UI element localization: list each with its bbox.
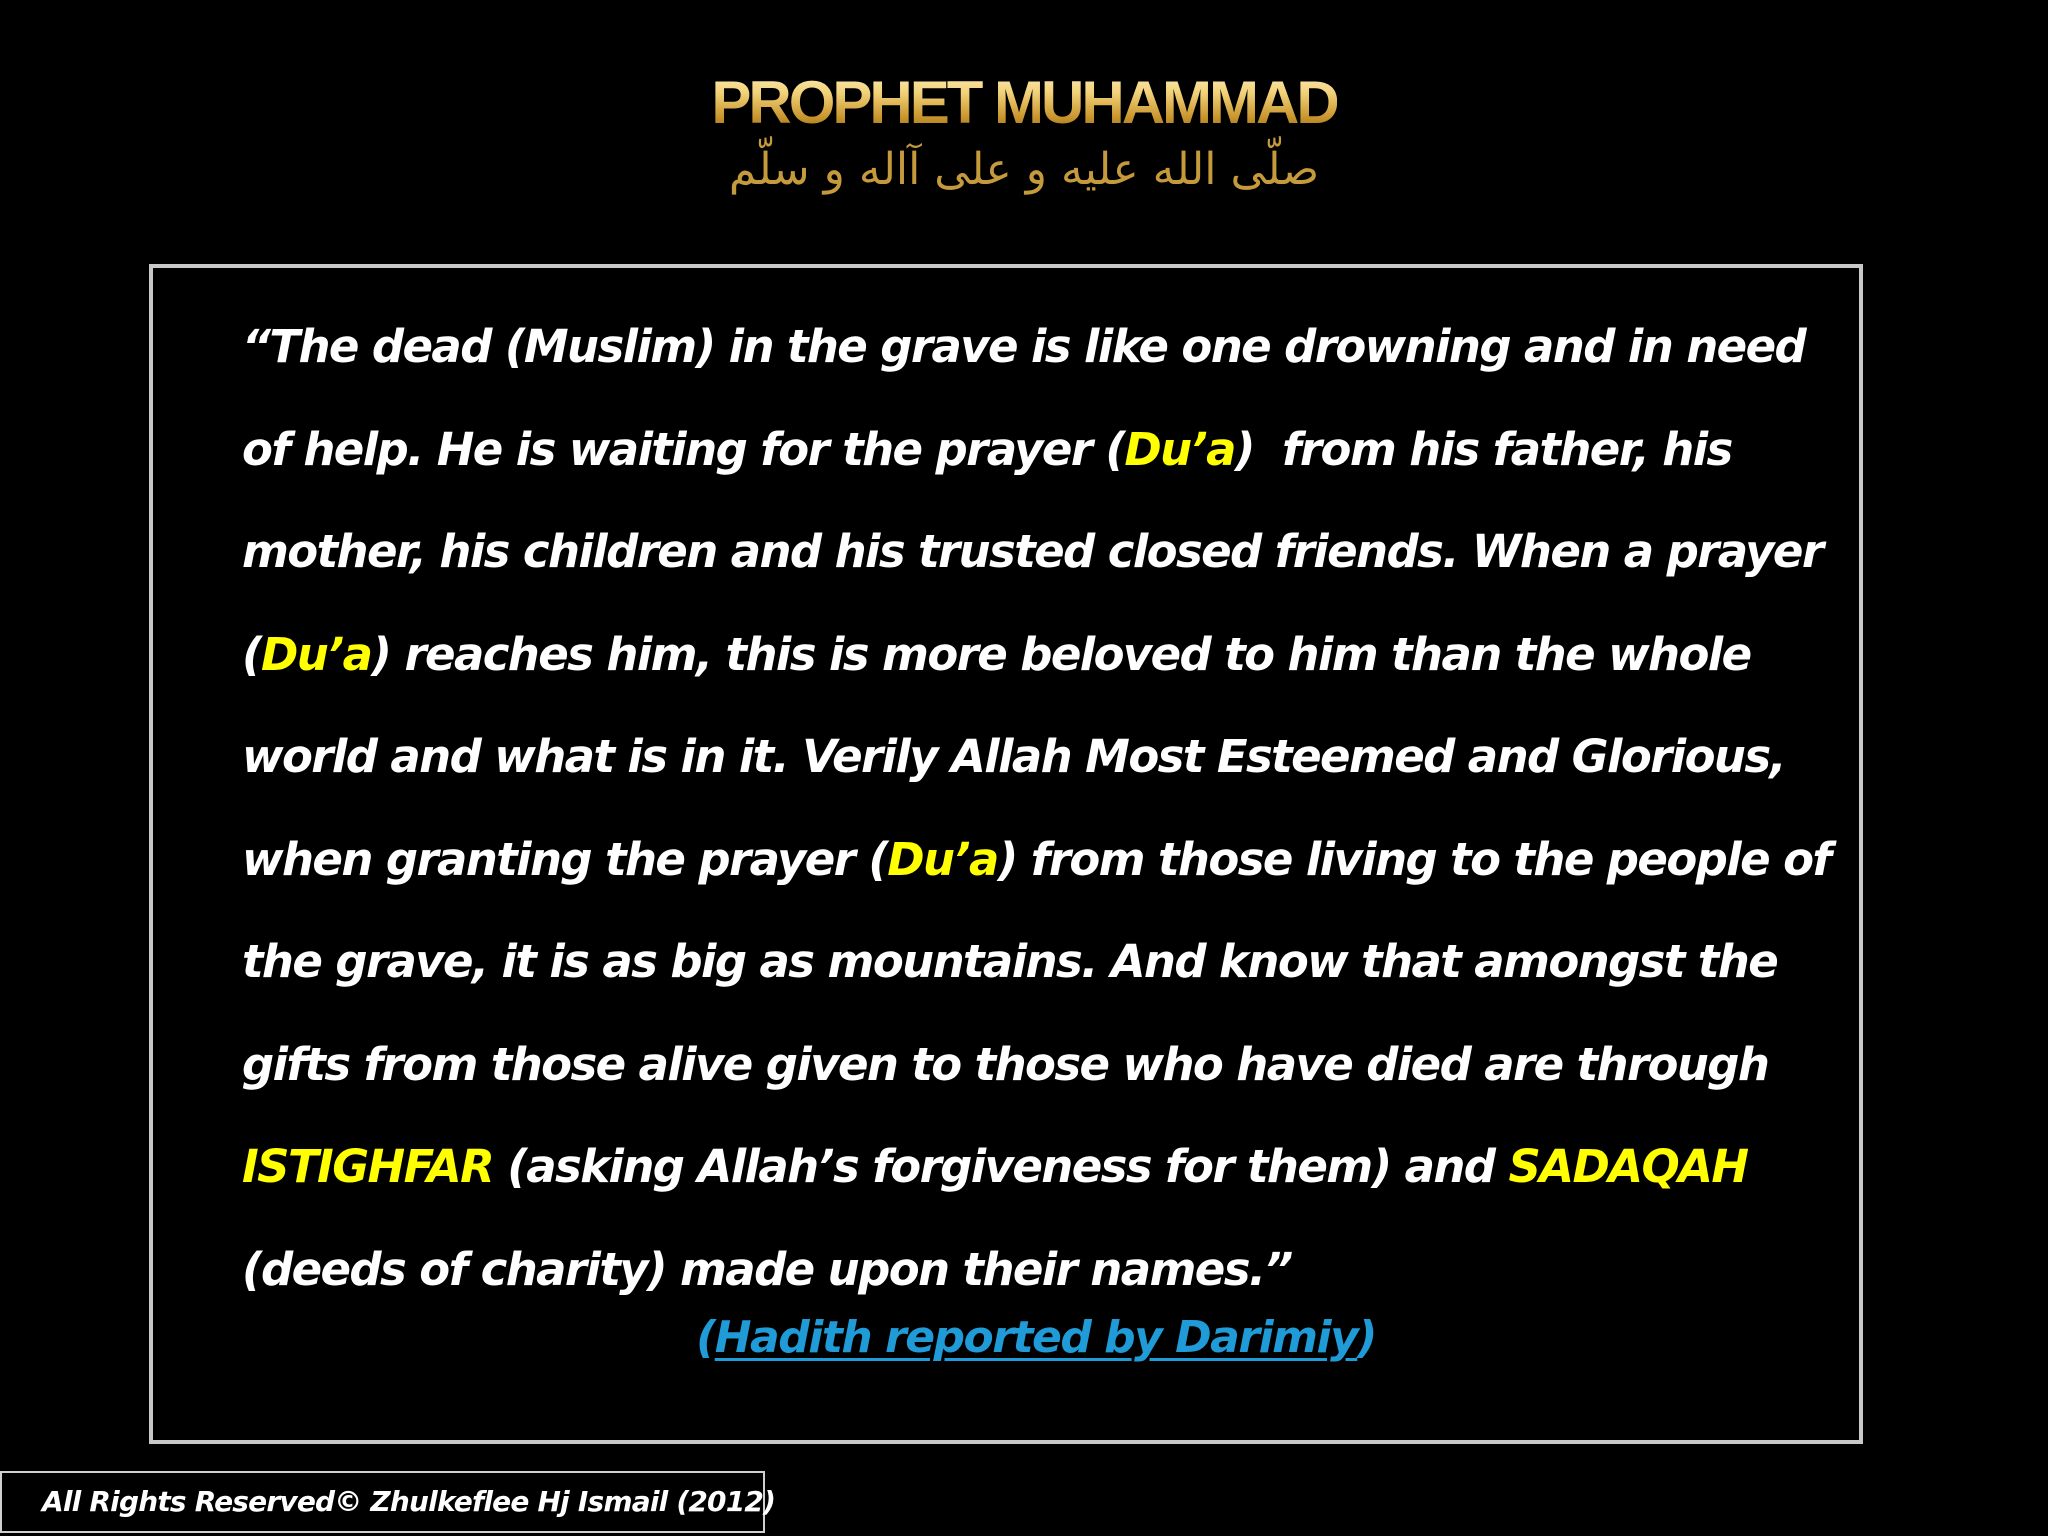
quote-line-10: (deeds of charity) made upon their names.” xyxy=(242,1242,1292,1296)
arabic-salutation: صلّى الله عليه و على آاله و سلّم xyxy=(728,144,1320,195)
quote-line-2-part-a: of help. He is waiting for the prayer ( xyxy=(242,422,1125,476)
quote-line-8: gifts from those alive given to those who have died are through xyxy=(242,1037,1769,1091)
citation-open-paren: ( xyxy=(696,1312,715,1363)
quote-line-9-middle: (asking Allah’s forgiveness for them) and xyxy=(493,1140,1509,1193)
quote-line-5: world and what is in it. Verily Allah Most Esteemed and Glorious, xyxy=(242,730,1786,783)
quote-line-6-part-b: ) from those living to the people of xyxy=(997,832,1831,886)
page-title: PROPHET MUHAMMAD xyxy=(711,69,1337,136)
hadith-citation xyxy=(153,1308,1859,1368)
hadith-quote-text xyxy=(242,296,1862,1321)
quote-line-2-part-b: ) from his father, his xyxy=(1234,422,1732,476)
hadith-quote-box xyxy=(149,264,1863,1444)
quote-line-1: “The dead (Muslim) in the grave is like one drowning and in need xyxy=(242,320,1806,373)
quote-line-6-part-a: when granting the prayer ( xyxy=(242,832,888,886)
quote-line-4 xyxy=(242,604,1862,707)
citation-link[interactable]: Hadith reported by Darimiy xyxy=(714,1312,1358,1363)
citation-text xyxy=(696,1308,1376,1368)
sadaqah-highlight: SADAQAH xyxy=(1508,1140,1748,1193)
quote-line-6 xyxy=(242,809,1862,912)
dua-highlight: Du’a xyxy=(260,627,372,681)
dua-highlight: Du’a xyxy=(1124,422,1235,476)
quote-line-4-part-a: ( xyxy=(242,627,261,681)
istighfar-highlight: ISTIGHFAR xyxy=(242,1140,494,1193)
quote-line-2 xyxy=(242,399,1862,502)
quote-line-3: mother, his children and his trusted closed friends. When a prayer xyxy=(242,525,1823,578)
quote-line-4-part-b: ) reaches him, this is more beloved to him than the whole xyxy=(371,627,1751,681)
slide-header xyxy=(0,68,2048,200)
dua-highlight: Du’a xyxy=(887,832,998,886)
quote-line-7: the grave, it is as big as mountains. And know that amongst the xyxy=(242,935,1778,988)
quote-line-9 xyxy=(242,1116,1862,1219)
copyright-footer: All Rights Reserved© Zhulkeflee Hj Ismail (2012) xyxy=(0,1471,765,1533)
citation-close-paren: ) xyxy=(1357,1312,1376,1363)
